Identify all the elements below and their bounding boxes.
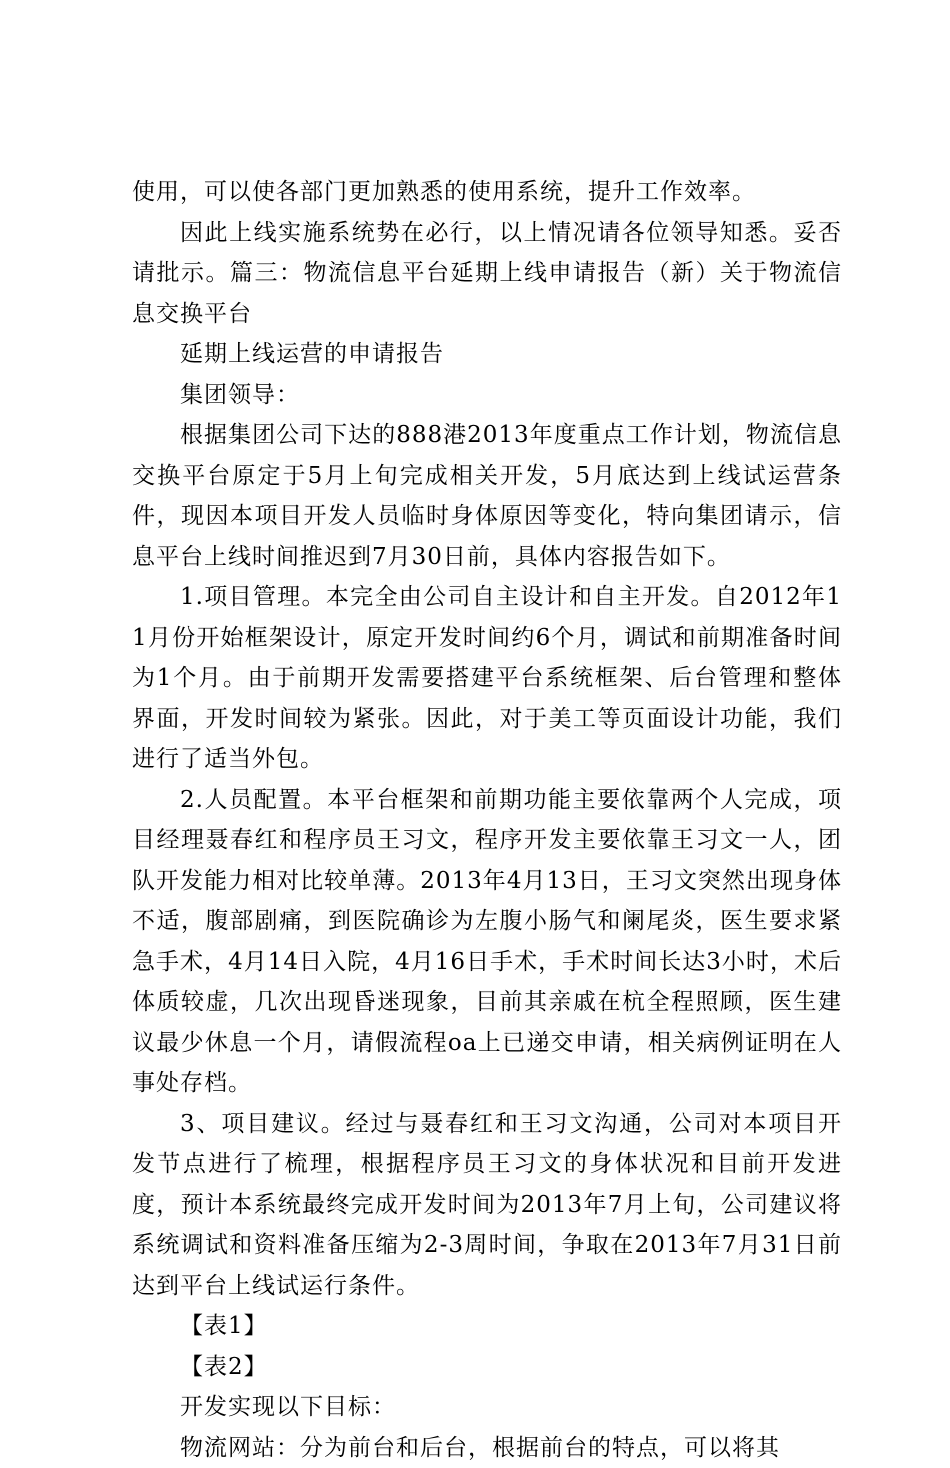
paragraph-continuation: 使用，可以使各部门更加熟悉的使用系统，提升工作效率。 <box>132 172 842 213</box>
paragraph-staffing: 2.人员配置。本平台框架和前期功能主要依靠两个人完成，项目经理聂春红和程序员王习文，程序开发主要依靠王习文一人，团队开发能力相对比较单薄。2013年4月13日，王习文突然出现身体不适，腹部剧痛，到医院确诊为左腹小肠气和阑尾炎，医生要求紧急手术，4月14日入院，4月16日手术，手术时间长达3小时，术后体质较虚，几次出现昏迷现象，目前其亲戚在杭全程照顾，医生建议最少休息一个月，请假流程oa上已递交申请，相关病例证明在人事处存档。 <box>132 780 842 1104</box>
paragraph-background: 根据集团公司下达的888港2013年度重点工作计划，物流信息交换平台原定于5月上旬完成相关开发，5月底达到上线试运营条件，现因本项目开发人员临时身体原因等变化，特向集团请示，信息平台上线时间推迟到7月30日前，具体内容报告如下。 <box>132 415 842 577</box>
salutation: 集团领导： <box>132 375 842 416</box>
table-2-reference: 【表2】 <box>132 1347 842 1388</box>
paragraph-project-suggestion: 3、项目建议。经过与聂春红和王习文沟通，公司对本项目开发节点进行了梳理，根据程序员王习文的身体状况和目前开发进度，预计本系统最终完成开发时间为2013年7月上旬，公司建议将系统调试和资料准备压缩为2-3周时间，争取在2013年7月31日前达到平台上线试运行条件。 <box>132 1104 842 1307</box>
paragraph-logistics-website: 物流网站：分为前台和后台，根据前台的特点，可以将其 <box>132 1428 842 1468</box>
paragraph-conclusion: 因此上线实施系统势在必行，以上情况请各位领导知悉。妥否请批示。篇三：物流信息平台延期上线申请报告（新）关于物流信息交换平台 <box>132 213 842 335</box>
paragraph-project-management: 1.项目管理。本完全由公司自主设计和自主开发。自2012年11月份开始框架设计，原定开发时间约6个月，调试和前期准备时间为1个月。由于前期开发需要搭建平台系统框架、后台管理和整体界面，开发时间较为紧张。因此，对于美工等页面设计功能，我们进行了适当外包。 <box>132 577 842 780</box>
table-1-reference: 【表1】 <box>132 1306 842 1347</box>
goals-heading: 开发实现以下目标： <box>132 1387 842 1428</box>
report-title: 延期上线运营的申请报告 <box>132 334 842 375</box>
document-body <box>132 172 842 1468</box>
